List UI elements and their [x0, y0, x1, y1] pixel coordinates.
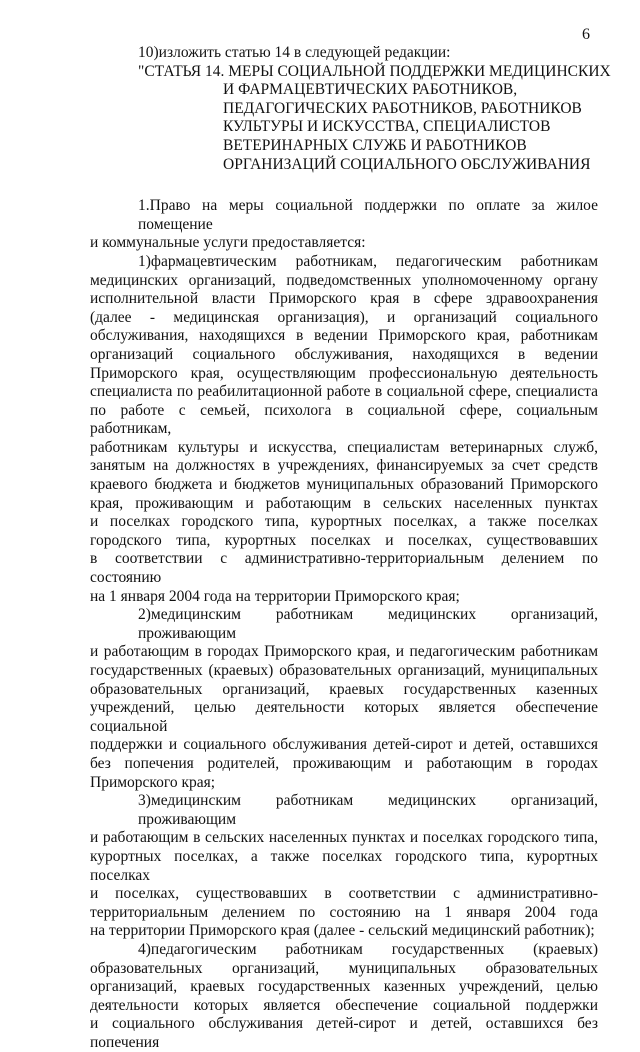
heading-line: ОРГАНИЗАЦИЙ СОЦИАЛЬНОГО ОБСЛУЖИВАНИЯ [223, 155, 591, 173]
text-line: 4)педагогическим работникам государственных (краевых) [138, 940, 598, 958]
text-line: образовательных организаций, краевых государственных казенных [90, 680, 598, 698]
text-line: деятельности которых является обеспечение социальной поддержки [90, 996, 598, 1014]
text-line: по работе с семьей, психолога в социальной сфере, социальным работникам, [90, 401, 598, 438]
text-line: 1)фармацевтическим работникам, педагогическим работникам [138, 252, 598, 270]
intro-line: 10)изложить статью 14 в следующей редакции: [138, 44, 451, 61]
text-line: и работающим в городах Приморского края, и педагогическим работникам [90, 643, 598, 661]
text-line: края, проживающим и работающим в сельских населенных пунктах [90, 494, 598, 512]
text-line: организаций, краевых государственных казенных учреждений, целью [90, 978, 598, 996]
heading-line: ВЕТЕРИНАРНЫХ СЛУЖБ И РАБОТНИКОВ [223, 136, 527, 154]
text-line: государственных (краевых) образовательных организаций, муниципальных [90, 662, 598, 679]
article-text [90, 197, 598, 1052]
text-line: Приморского края; [90, 773, 216, 791]
page-number: 6 [582, 26, 590, 43]
text-line: на 1 января 2004 года на территории Приморского края; [90, 587, 460, 605]
text-line: 3)медицинским работникам медицинских организаций, проживающим [138, 792, 598, 828]
heading-line: КУЛЬТУРЫ И ИСКУССТВА, СПЕЦИАЛИСТОВ [223, 118, 551, 136]
text-line: исполнительной власти Приморского края в сфере здравоохранения [90, 290, 598, 308]
text-line: без попечения родителей, проживающим и работающим в городах [90, 754, 598, 772]
text-line: 2)медицинским работникам медицинских организаций, проживающим [138, 606, 598, 642]
text-line: 1.Право на меры социальной поддержки по оплате за жилое помещение [138, 197, 598, 233]
text-line: и социального обслуживания детей-сирот и детей, оставшихся без попечения [90, 1015, 598, 1051]
text-line: и поселках городского типа, курортных поселках, а также поселках [90, 513, 598, 531]
text-line: поддержки и социального обслуживания детей-сирот и детей, оставшихся [90, 736, 598, 754]
text-line: специалиста по реабилитационной работе в социальной сфере, специалиста [90, 383, 598, 401]
text-line: Приморского края, осуществляющим профессиональную деятельность [90, 364, 598, 382]
article-heading [90, 62, 611, 175]
text-line: курортных поселках, а также поселках городского типа, курортных поселках [90, 847, 598, 884]
text-line: в соответствии с административно-территориальным делением по состоянию [90, 550, 598, 587]
heading-line: "СТАТЬЯ 14. МЕРЫ СОЦИАЛЬНОЙ ПОДДЕРЖКИ МЕДИЦИНСКИХ [138, 62, 611, 80]
text-line: городского типа, курортных поселках и поселках, существовавших [90, 531, 598, 549]
text-line: учреждений, целью деятельности которых является обеспечение социальной [90, 699, 598, 735]
text-line: обслуживания, находящихся в ведении Приморского края, работникам [90, 327, 598, 345]
text-line: медицинских организаций, подведомственных уполномоченному органу [90, 271, 598, 289]
text-line: образовательных организаций, муниципальных образовательных [90, 959, 598, 977]
text-line: и коммунальные услуги предоставляется: [90, 234, 366, 252]
text-line: территориальным делением по состоянию на 1 января 2004 года [90, 903, 598, 921]
text-line: на территории Приморского края (далее - сельский медицинский работник); [90, 922, 595, 940]
document-body [90, 44, 611, 1052]
text-line: (далее - медицинская организация), и организаций социального [90, 308, 598, 326]
heading-line: ПЕДАГОГИЧЕСКИХ РАБОТНИКОВ, РАБОТНИКОВ [223, 99, 582, 117]
heading-line: И ФАРМАЦЕВТИЧЕСКИХ РАБОТНИКОВ, [223, 81, 518, 99]
text-line: и поселках, существовавших в соответствии с административно- [90, 885, 598, 903]
text-line: организаций социального обслуживания, находящихся в ведении [90, 345, 598, 363]
text-line: краевого бюджета и бюджетов муниципальных образований Приморского [90, 476, 598, 494]
text-line: работникам культуры и искусства, специалистам ветеринарных служб, [90, 438, 598, 456]
text-line: занятым на должностях в учреждениях, финансируемых за счет средств [90, 457, 598, 475]
text-line: и работающим в сельских населенных пунктах и поселках городского типа, [90, 829, 598, 847]
